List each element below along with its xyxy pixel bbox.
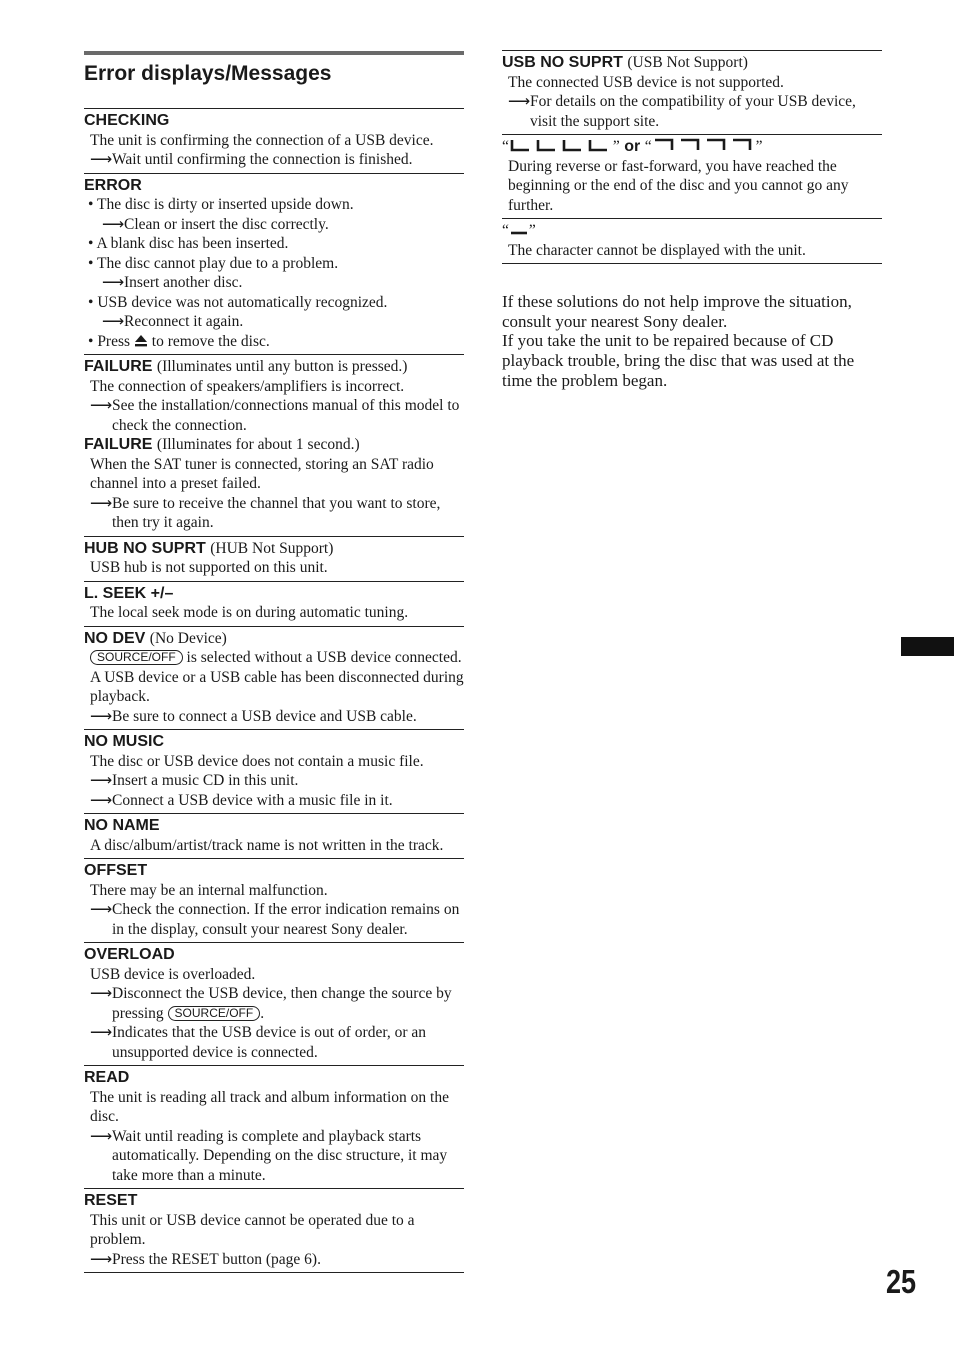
entry-text: The connected USB device is not supported. (508, 73, 784, 91)
entry-overload (84, 942, 464, 1065)
right-arrow-icon: ⟶ (90, 791, 113, 809)
entry-heading: HUB NO SUPRT (HUB Not Support) (84, 539, 334, 557)
right-arrow-icon: ⟶ (90, 1250, 113, 1268)
source-off-button-label: SOURCE/OFF (90, 650, 183, 665)
entry-remedy: ⟶Disconnect the USB device, then change the source by pressing SOURCE/OFF . (90, 985, 452, 1022)
entry-offset (84, 858, 464, 942)
chapter-tab-marker (901, 637, 954, 656)
entry-heading: ERROR (84, 176, 142, 194)
right-column (502, 50, 882, 391)
entry-remedy: ⟶Wait until confirming the connection is finished. (90, 151, 413, 168)
bullet-item: • A blank disc has been inserted. (88, 235, 289, 252)
entry-text: The local seek mode is on during automatic tuning. (90, 604, 409, 621)
right-arrow-icon: ⟶ (90, 985, 113, 1002)
entry-heading: L. SEEK +/– (84, 584, 174, 602)
closing-paragraph: If you take the unit to be repaired because of CD playback trouble, bring the disc that was used at the time the problem began. (502, 331, 855, 390)
bullet-item: • USB device was not automatically recognized. (88, 293, 388, 311)
left-column (84, 51, 464, 1273)
entry-remedy: ⟶Connect a USB device with a music file in it. (90, 791, 393, 809)
entry-text: The character cannot be displayed with the unit. (508, 241, 806, 259)
entry-text: There may be an internal malfunction. (90, 881, 328, 899)
right-arrow-icon: ⟶ (90, 1024, 113, 1041)
right-arrow-icon: ⟶ (90, 707, 113, 725)
entry-remedy: ⟶Wait until reading is complete and playback starts automatically. Depending on the disc structure, it may take more than a minute. (90, 1127, 448, 1184)
entry-no-music (84, 729, 464, 813)
entry-remedy: ⟶Reconnect it again. (102, 313, 244, 330)
entry-heading: FAILURE (Illuminates for about 1 second.) (84, 436, 360, 453)
entry-usb-no-suprt (502, 50, 882, 134)
right-arrow-icon: ⟶ (90, 151, 113, 168)
entry-checking (84, 108, 464, 173)
right-arrow-icon: ⟶ (90, 772, 113, 789)
display-segment-high-icon (652, 138, 756, 152)
entry-text: The connection of speakers/amplifiers is incorrect. (90, 377, 405, 395)
entry-remedy: ⟶For details on the compatibility of your USB device, visit the support site. (508, 93, 856, 130)
entry-remedy: ⟶Check the connection. If the error indication remains on in the display, consult your nearest Sony dealer. (90, 901, 460, 938)
entry-heading: NO DEV (No Device) (84, 629, 227, 647)
entry-heading: FAILURE (Illuminates until any button is pressed.) (84, 358, 408, 375)
display-underscore-icon (509, 222, 529, 236)
entry-remedy: ⟶Indicates that the USB device is out of order, or an unsupported device is connected. (90, 1024, 427, 1061)
entry-remedy: ⟶Insert another disc. (102, 274, 243, 291)
entry-failure-speakers (84, 354, 464, 536)
closing-paragraph: If these solutions do not help improve the situation, consult your nearest Sony dealer. (502, 292, 852, 331)
entry-text: USB hub is not supported on this unit. (90, 559, 328, 576)
right-arrow-icon: ⟶ (90, 901, 113, 918)
entry-undisplayable (502, 218, 882, 264)
entry-remedy: ⟶Be sure to connect a USB device and USB cable. (90, 707, 417, 725)
entry-text: The unit is reading all track and album information on the disc. (90, 1088, 449, 1125)
right-arrow-icon: ⟶ (90, 1127, 113, 1145)
right-arrow-icon: ⟶ (102, 215, 125, 233)
bullet-item: • The disc is dirty or inserted upside down. (88, 196, 354, 213)
right-arrow-icon: ⟶ (102, 313, 125, 330)
entry-text: A disc/album/artist/track name is not written in the track. (90, 836, 444, 854)
entry-no-dev (84, 626, 464, 730)
bullet-item: • Press to remove the disc. (88, 332, 270, 350)
eject-icon (134, 334, 148, 347)
entry-text: USB device is overloaded. (90, 965, 256, 983)
source-off-button-label: SOURCE/OFF (168, 1006, 261, 1021)
entry-l-seek (84, 581, 464, 626)
entry-heading: RESET (84, 1192, 138, 1209)
entry-remedy: ⟶Insert a music CD in this unit. (90, 772, 299, 789)
entry-heading: READ (84, 1069, 130, 1086)
entry-heading: NO NAME (84, 817, 160, 834)
entry-remedy: ⟶Be sure to receive the channel that you want to store, then try it again. (90, 494, 441, 531)
entry-read (84, 1065, 464, 1188)
entry-text: When the SAT tuner is connected, storing an SAT radio channel into a preset failed. (90, 455, 434, 492)
entry-heading: NO MUSIC (84, 733, 164, 750)
right-arrow-icon: ⟶ (90, 397, 113, 414)
entry-heading: “ ” (502, 222, 536, 239)
entry-seek-limit (502, 134, 882, 218)
bullet-item: • The disc cannot play due to a problem. (88, 254, 339, 272)
entry-heading: “ ” or “ ” (502, 138, 763, 155)
right-arrow-icon: ⟶ (90, 494, 113, 512)
entry-heading: CHECKING (84, 112, 170, 129)
right-arrow-icon: ⟶ (102, 274, 125, 291)
entry-text: During reverse or fast-forward, you have reached the beginning or the end of the disc and you cannot go any further. (508, 157, 849, 214)
entry-reset (84, 1188, 464, 1273)
entry-remedy: ⟶Press the RESET button (page 6). (90, 1250, 321, 1268)
entry-remedy: ⟶See the installation/connections manual of this model to check the connection. (90, 397, 460, 434)
entry-no-name (84, 813, 464, 858)
title-rule (84, 51, 464, 55)
entry-heading: OFFSET (84, 862, 148, 879)
entry-text: This unit or USB device cannot be operated due to a problem. (90, 1211, 415, 1248)
page-number: 25 (886, 1263, 917, 1300)
entry-text: SOURCE/OFF is selected without a USB device connected. A USB device or a USB cable has been disconnected during playback. (90, 649, 464, 705)
display-segment-low-icon (509, 138, 613, 152)
entry-remedy: ⟶Clean or insert the disc correctly. (102, 215, 329, 233)
entry-error (84, 173, 464, 355)
entry-heading: OVERLOAD (84, 946, 175, 963)
entry-heading: USB NO SUPRT (USB Not Support) (502, 54, 748, 71)
entry-text: The disc or USB device does not contain a music file. (90, 752, 424, 770)
page-title: Error displays/Messages (84, 62, 332, 85)
entry-text: The unit is confirming the connection of a USB device. (90, 131, 434, 149)
entry-hub-no-suprt (84, 536, 464, 581)
right-arrow-icon: ⟶ (508, 93, 531, 110)
